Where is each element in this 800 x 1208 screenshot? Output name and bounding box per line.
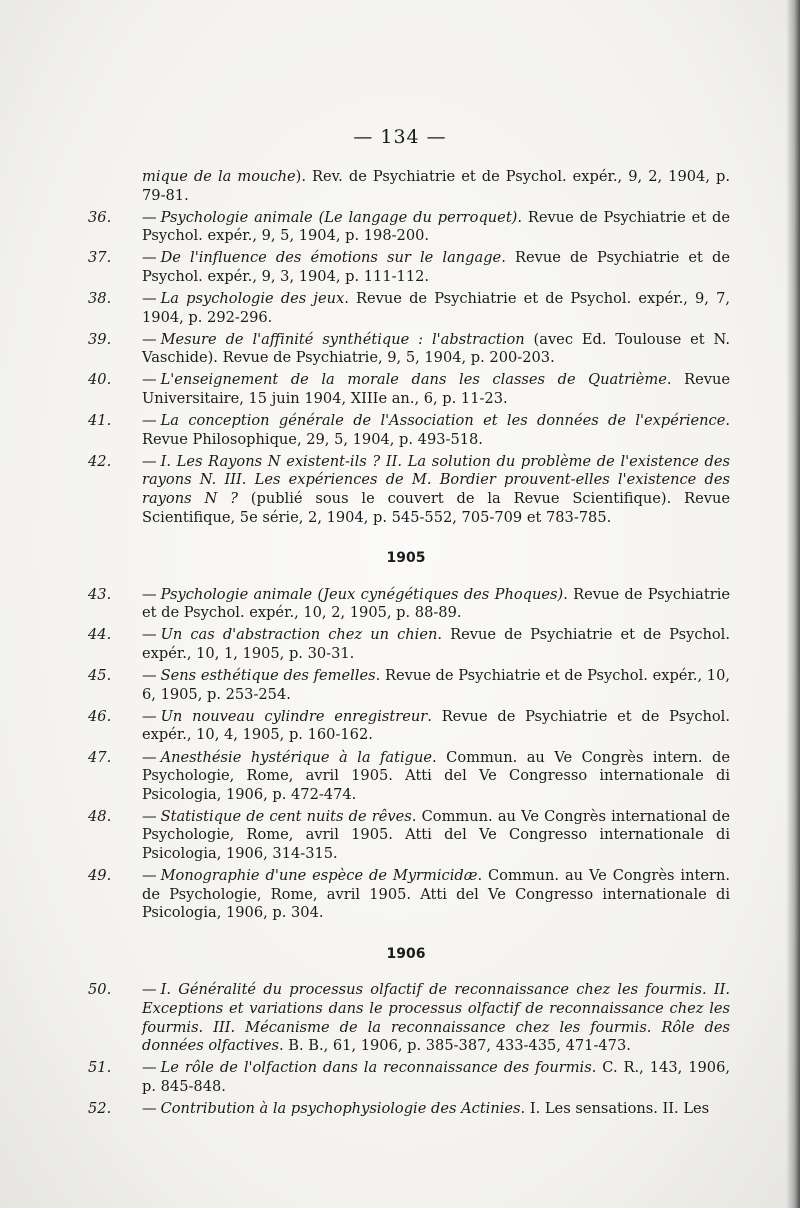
entry-dash: —	[142, 249, 157, 267]
entry-dash: —	[142, 707, 157, 725]
entry-dash: —	[142, 1059, 157, 1077]
entries-1904	[82, 168, 730, 527]
entry-dash: —	[142, 867, 157, 885]
entry-dash: —	[142, 667, 157, 685]
bibliography-entry	[82, 1100, 730, 1119]
entry-title: I. Généralité du processus olfactif de reconnaissance chez les fourmis. II. Exceptions et variations dans le processus olfactif de reconnaissance chez les fourmis. III. Mécanisme de la reconnaissance chez les fourmis. Rôle des données olfactives	[142, 981, 730, 1055]
entry-title: L'enseignement de la morale dans les classes de Quatrième	[160, 371, 667, 389]
entry-title: I. Les Rayons N existent-ils ? II. La solution du problème de l'existence des rayons N. III. Les expériences de M. Bordier prouvent-elles l'existence des rayons N ?	[142, 452, 730, 507]
entry-citation: . Revue de Psychiatrie et de Psychol. expér., 10, 1, 1905, p. 30-31.	[142, 626, 730, 663]
entry-number: 39.	[88, 330, 112, 348]
entry-citation: . C. R., 143, 1906, p. 845-848.	[142, 1059, 730, 1095]
entry-number: 47.	[88, 748, 112, 766]
entry-title: Psychologie animale (Jeux cynégétiques des Phoques)	[160, 585, 564, 603]
entry-citation: . I. Les sensations. II. Les	[520, 1100, 710, 1118]
entry-dash: —	[142, 981, 157, 999]
bibliography-entry	[82, 626, 730, 663]
entry-citation: (avec Ed. Toulouse et N. Vaschide). Revue de Psychiatrie, 9, 5, 1904, p. 200-203.	[142, 330, 730, 367]
entry-citation: . Commun. au Ve Congrès intern. de Psychologie, Rome, avril 1905. Atti del Ve Congresso internationale di Psicologia, 1906, p. 304.	[142, 867, 730, 922]
bibliography-entry	[82, 249, 730, 286]
entry-citation: . Revue de Psychiatrie et de Psychol. expér., 10, 2, 1905, p. 88-89.	[142, 585, 730, 622]
entry-dash: —	[142, 290, 157, 308]
entry-dash: —	[142, 412, 157, 430]
bibliography-entry	[82, 749, 730, 805]
entry-dash: —	[142, 371, 157, 389]
entry-number: 50.	[88, 981, 112, 999]
entry-citation: . Revue Universitaire, 15 juin 1904, XIIIe an., 6, p. 11-23.	[142, 371, 730, 408]
entry-number: 49.	[88, 867, 112, 885]
entry-number: 38.	[88, 290, 112, 308]
page-edge-shadow	[786, 0, 800, 1208]
bibliography-entry	[82, 708, 730, 745]
entry-title: Un cas d'abstraction chez un chien	[160, 626, 438, 644]
bibliography-list	[82, 168, 730, 1122]
year-heading-1905: 1905	[386, 550, 426, 567]
entry-title: Psychologie animale (Le langage du perroquet)	[160, 208, 518, 226]
entry-citation: . Commun. au Ve Congrès intern. de Psychologie, Rome, avril 1905. Atti del Ve Congresso internationale di Psicologia, 1906, p. 472-474.	[142, 748, 730, 803]
entry-title: Monographie d'une espèce de Myrmicidæ	[160, 867, 478, 885]
entry-dash: —	[142, 208, 157, 226]
entry-title: De l'influence des émotions sur le langage	[160, 249, 502, 267]
bibliography-entry	[82, 331, 730, 368]
entry-number: 44.	[88, 626, 112, 644]
bibliography-entry	[82, 371, 730, 408]
entry-number: 37.	[88, 249, 112, 267]
entry-title: Le rôle de l'olfaction dans la reconnaissance des fourmis	[160, 1059, 592, 1077]
entry-dash: —	[142, 330, 157, 348]
entry-paren: )	[295, 168, 302, 185]
bibliography-entry	[82, 808, 730, 864]
entry-number: 43.	[88, 585, 112, 603]
entry-number: 36.	[88, 208, 112, 226]
entry-number: 48.	[88, 807, 112, 825]
bibliography-entry	[82, 667, 730, 704]
entry-number: 45.	[88, 667, 112, 685]
entry-number: 51.	[88, 1059, 112, 1077]
entry-number: 40.	[88, 371, 112, 389]
entry-citation: . Commun. au Ve Congrès international de Psychologie, Rome, avril 1905. Atti del Ve Congresso internationale di Psicologia, 1906, 314-315.	[142, 807, 730, 862]
entries-1906	[82, 981, 730, 1118]
bibliography-entry	[82, 453, 730, 527]
entry-title: La psychologie des jeux	[160, 290, 345, 308]
entry-title: Statistique de cent nuits de rêves	[160, 807, 412, 825]
entry-dash: —	[142, 1100, 157, 1118]
entry-title: Anesthésie hystérique à la fatigue	[160, 748, 433, 766]
entry-title: Un nouveau cylindre enregistreur	[160, 707, 428, 725]
year-heading-1906: 1906	[386, 945, 426, 962]
entries-1905	[82, 586, 730, 923]
entry-number: 41.	[88, 412, 112, 430]
bibliography-entry	[82, 168, 730, 205]
page-number: — 134 —	[353, 126, 447, 148]
entry-number: 42.	[88, 452, 112, 470]
bibliography-entry	[82, 412, 730, 449]
entry-title: Mesure de l'affinité synthétique : l'abstraction	[160, 330, 525, 348]
bibliography-entry	[82, 209, 730, 246]
bibliography-entry	[82, 867, 730, 923]
bibliography-entry	[82, 290, 730, 327]
entry-citation: . Revue Philosophique, 29, 5, 1904, p. 493-518.	[142, 412, 730, 448]
entry-dash: —	[142, 626, 157, 644]
entry-citation: . Revue de Psychiatrie et de Psychol. expér., 9, 7, 1904, p. 292-296.	[142, 290, 730, 326]
bibliography-entry	[82, 1059, 730, 1096]
entry-citation: . Revue de Psychiatrie et de Psychol. expér., 9, 5, 1904, p. 198-200.	[142, 208, 730, 245]
entry-number: 46.	[88, 707, 112, 725]
entry-dash: —	[142, 452, 157, 470]
entry-dash: —	[142, 807, 157, 825]
entry-title: Sens esthétique des femelles	[160, 667, 376, 685]
entry-citation: (publié sous le couvert de la Revue Scientifique). Revue Scientifique, 5e série, 2, 1904, p. 545-552, 705-709 et 783-785.	[142, 490, 730, 526]
entry-dash: —	[142, 585, 157, 603]
entry-number: 52.	[88, 1100, 112, 1118]
entry-citation: . Rev. de Psychiatrie et de Psychol. expér., 9, 2, 1904, p. 79-81.	[142, 168, 730, 204]
bibliography-entry	[82, 981, 730, 1055]
entry-citation: . Revue de Psychiatrie et de Psychol. expér., 10, 4, 1905, p. 160-162.	[142, 707, 730, 744]
entry-citation: . Revue de Psychiatrie et de Psychol. expér., 10, 6, 1905, p. 253-254.	[142, 667, 730, 703]
entry-dash: —	[142, 748, 157, 766]
entry-title: mique de la mouche	[142, 168, 296, 185]
entry-title: La conception générale de l'Association et les données de l'expérience	[160, 412, 726, 430]
entry-citation: . Revue de Psychiatrie et de Psychol. expér., 9, 3, 1904, p. 111-112.	[142, 249, 730, 285]
entry-title: Contribution à la psychophysiologie des Actinies	[160, 1100, 521, 1118]
bibliography-entry	[82, 586, 730, 623]
entry-citation: . B. B., 61, 1906, p. 385-387, 433-435, 471-473.	[278, 1037, 631, 1055]
